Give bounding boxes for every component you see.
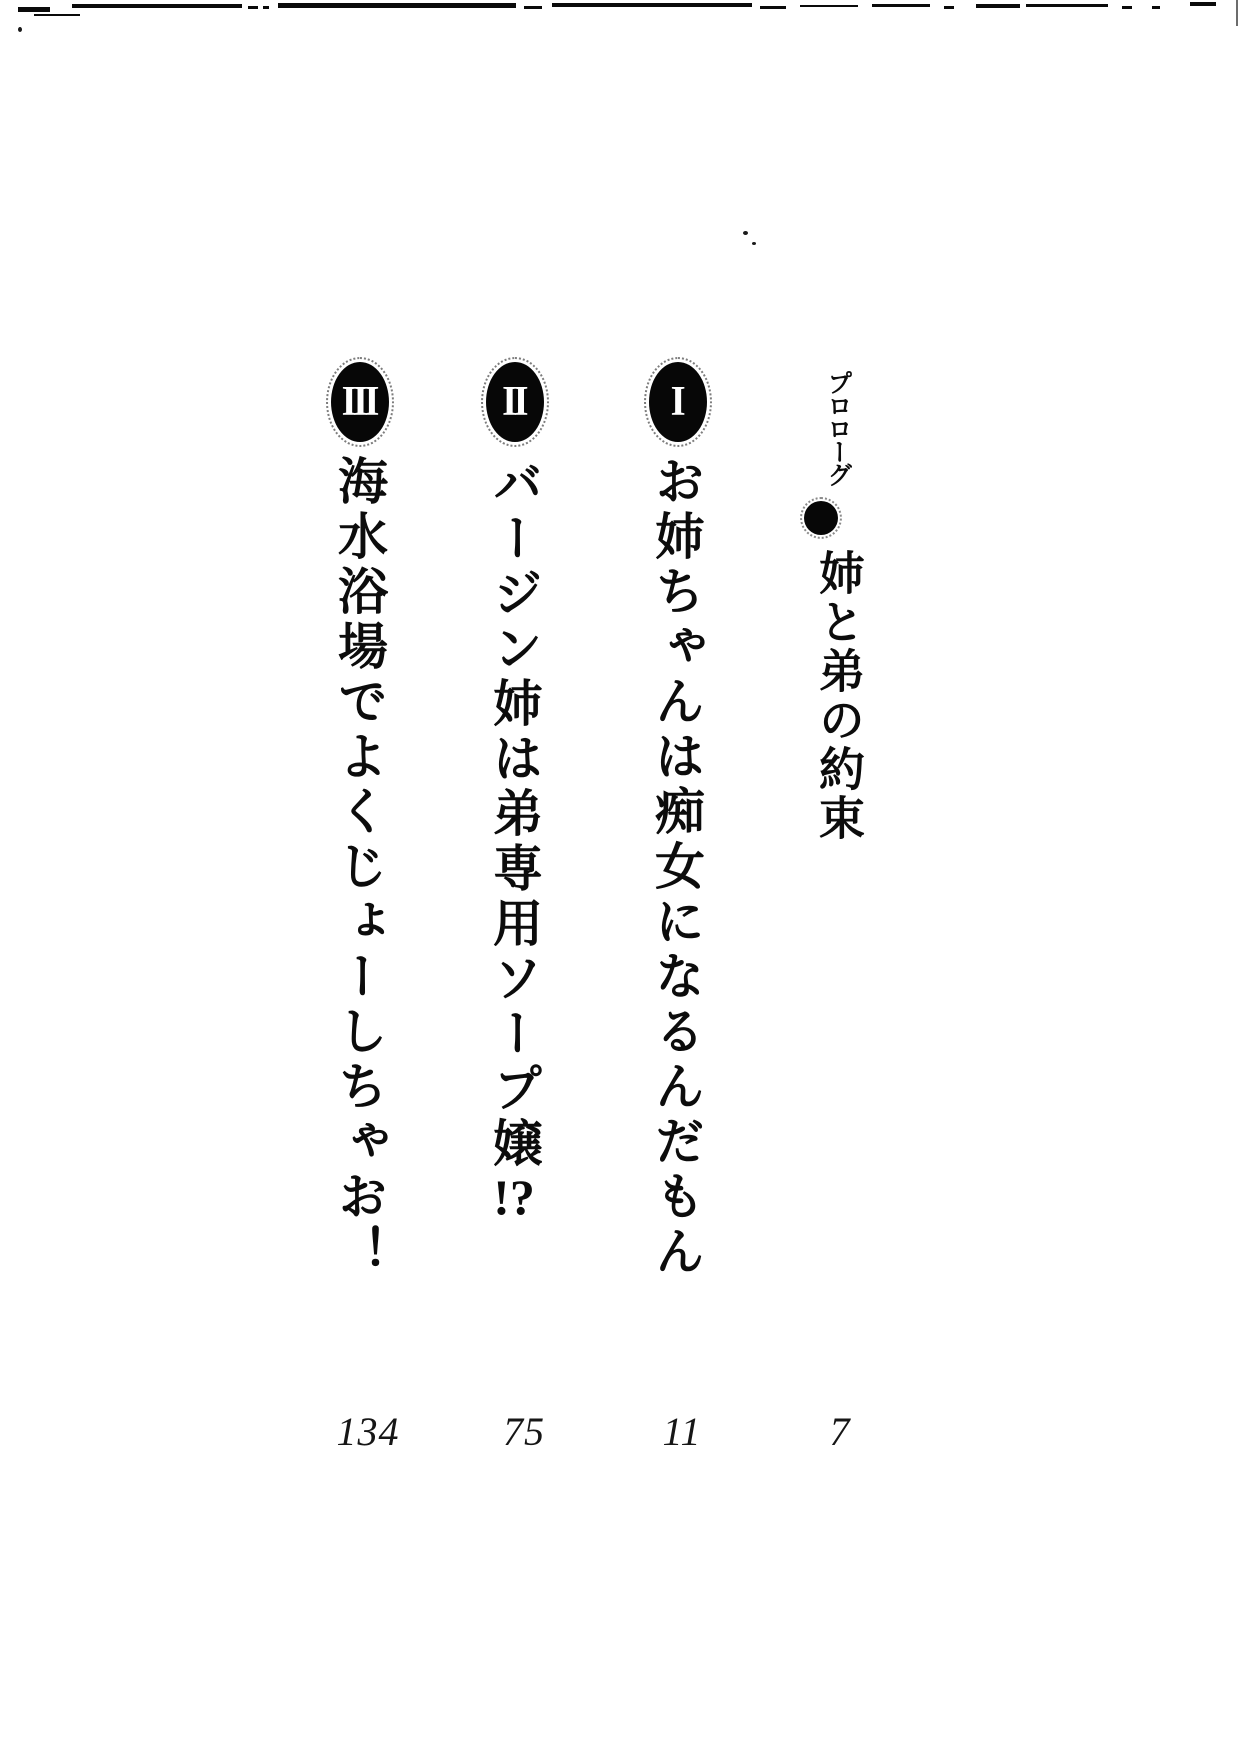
page-number-chapter-2: 75 — [503, 1409, 545, 1454]
chapter-1-title-text: お姉ちゃんは痴女になるんだもん — [648, 455, 704, 1280]
chapter-2-title-suffix: !? — [493, 1172, 535, 1222]
page-number-chapter-3: 134 — [336, 1409, 400, 1454]
prologue-label: プロローグ — [824, 370, 852, 485]
chapter-1-title — [648, 455, 704, 1280]
prologue-entry — [804, 370, 864, 850]
chapter-1-numeral: I — [670, 379, 683, 425]
bullet-separator-icon — [804, 501, 838, 535]
chapter-2-title-text: バージン姉は弟専用ソープ嬢 — [486, 457, 542, 1172]
chapter-2-numeral-badge — [486, 362, 544, 442]
chapter-2-title — [486, 457, 542, 1222]
chapter-1-numeral-badge — [649, 362, 707, 442]
page-number-prologue: 7 — [829, 1409, 851, 1454]
chapter-3-numeral: III — [341, 379, 376, 425]
page-number-chapter-1: 11 — [662, 1409, 702, 1454]
prologue-title: 姉と弟の約束 — [813, 549, 864, 843]
chapter-2-numeral: II — [502, 379, 525, 425]
chapter-3-title — [331, 455, 387, 1280]
chapter-3-numeral-badge — [331, 362, 389, 442]
chapter-3-title-text: 海水浴場でよくじょーしちゃお！ — [331, 455, 387, 1280]
